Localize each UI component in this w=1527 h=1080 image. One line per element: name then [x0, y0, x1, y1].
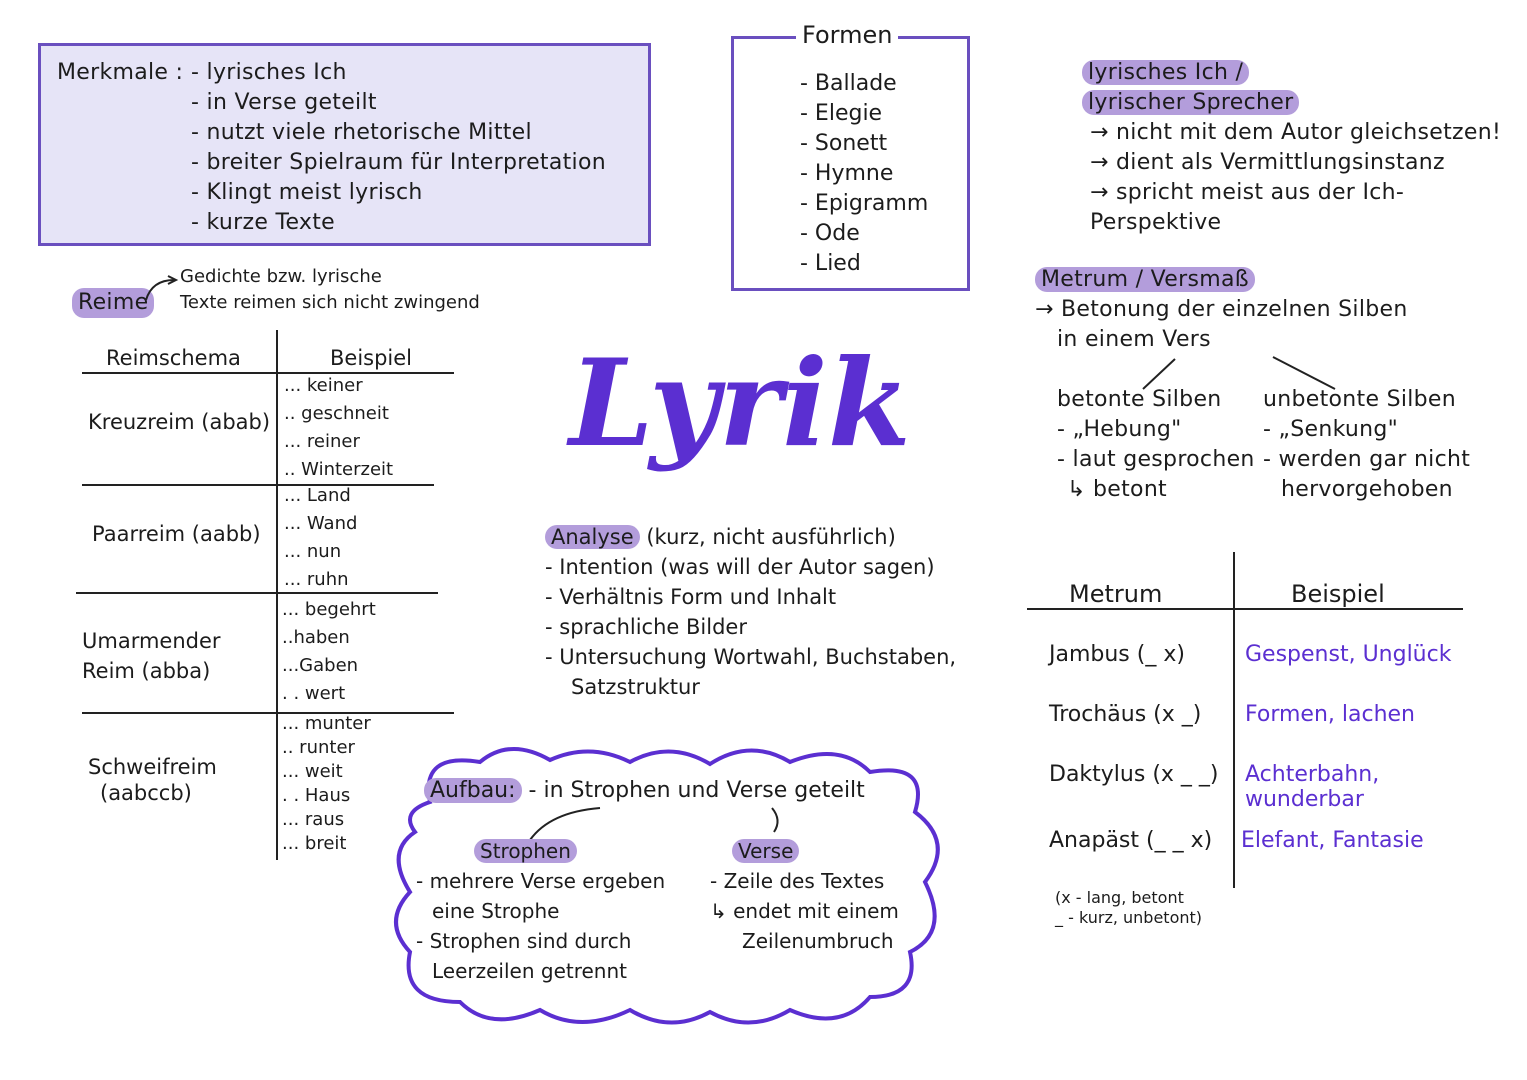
reim-example: .. runter: [282, 737, 355, 758]
unbetont-point: - werden gar nicht: [1263, 447, 1471, 472]
legend-line: (x - lang, betont: [1055, 888, 1184, 907]
metrum-heading: Metrum / Versmaß: [1035, 267, 1255, 292]
analyse-heading: Analyse: [545, 525, 640, 549]
column-header: Beispiel: [330, 346, 413, 370]
analyse-note: (kurz, nicht ausführlich): [646, 525, 896, 549]
reim-example: .. geschneit: [284, 403, 389, 424]
betont-point: - „Hebung": [1057, 417, 1182, 442]
list-item: - Hymne: [800, 161, 894, 186]
metrum-definition-cont: in einem Vers: [1057, 327, 1211, 352]
table-rule: [1027, 608, 1463, 610]
formen-list: [800, 71, 928, 281]
aufbau-text: - in Strophen und Verse geteilt: [528, 778, 865, 803]
metrum-example: Achterbahn, wunderbar: [1245, 762, 1380, 812]
reim-name: [82, 626, 221, 686]
list-item: - Verhältnis Form und Inhalt: [545, 585, 837, 609]
reim-name: [88, 754, 217, 806]
list-item: - nutzt viele rhetorische Mittel: [191, 120, 532, 145]
reime-section: [72, 262, 532, 322]
verse-heading: Verse: [732, 839, 799, 863]
lyrisches-ich-point: → nicht mit dem Autor gleichsetzen!: [1090, 120, 1502, 145]
table-row: [284, 482, 357, 594]
table-row: [1025, 642, 1495, 682]
reime-note-line: Gedichte bzw. lyrische: [180, 266, 382, 287]
strophen-point: - mehrere Verse ergeben: [416, 869, 666, 893]
reim-example: ... reiner: [284, 431, 360, 452]
metrum-section: [1035, 265, 1505, 502]
reim-name-line: (aabccb): [100, 781, 192, 805]
analyse-section: [545, 522, 975, 702]
table-rule: [76, 592, 438, 594]
merkmale-box: [38, 43, 651, 246]
reime-note-line: Texte reimen sich nicht zwingend: [180, 292, 480, 313]
unbetont-point: hervorgehoben: [1281, 477, 1453, 502]
reim-example: ... raus: [282, 809, 345, 830]
reim-name-line: Reim (abba): [82, 659, 211, 683]
table-row: [284, 372, 393, 484]
strophen-point: - Strophen sind durch: [416, 929, 632, 953]
column-header: Beispiel: [1291, 580, 1385, 608]
strophen-point: eine Strophe: [432, 899, 560, 923]
reim-example: ..haben: [282, 627, 350, 648]
verse-point: - Zeile des Textes: [710, 869, 885, 893]
aufbau-header: [424, 776, 865, 806]
list-item: - Intention (was will der Autor sagen): [545, 555, 935, 579]
reim-name: Paarreim (aabb): [92, 522, 261, 546]
table-row: [1025, 828, 1495, 868]
aufbau-heading: Aufbau:: [424, 778, 522, 803]
unbetont-title: unbetonte Silben: [1263, 387, 1457, 412]
list-item: - Elegie: [800, 101, 883, 126]
reim-example: ... ruhn: [284, 569, 349, 590]
verse-point: Zeilenumbruch: [742, 929, 894, 953]
reim-name: Kreuzreim (abab): [88, 410, 271, 434]
formen-title: Formen: [796, 21, 898, 49]
list-item: - Lied: [800, 251, 861, 276]
metrum-name: Anapäst (_ _ x): [1049, 828, 1213, 853]
column-header: Metrum: [1069, 580, 1163, 608]
strophen-heading: Strophen: [474, 839, 577, 863]
table-row: [1025, 762, 1495, 812]
list-item: - Klingt meist lyrisch: [191, 180, 423, 205]
analyse-list: [545, 552, 975, 702]
unbetont-point: - „Senkung": [1263, 417, 1399, 442]
reim-name-line: Schweifreim: [88, 755, 217, 779]
reim-example: ... weit: [282, 761, 343, 782]
metrum-example: Gespenst, Unglück: [1245, 642, 1452, 667]
aufbau-cloud: [390, 742, 950, 1032]
page-title: [569, 305, 911, 515]
reime-note: [180, 264, 480, 316]
merkmale-list: [191, 58, 606, 238]
list-item: - Epigramm: [800, 191, 929, 216]
strophen-point: Leerzeilen getrennt: [432, 959, 627, 983]
table-row: [282, 596, 376, 708]
metrum-legend: [1055, 888, 1202, 928]
reime-label: Reime: [72, 288, 154, 318]
lyrisches-ich-heading: lyrisches Ich /: [1082, 60, 1249, 85]
betont-point: ↳ betont: [1067, 477, 1167, 502]
table-rule: [82, 712, 454, 714]
reim-example: . . Haus: [282, 785, 351, 806]
table-rule: [82, 484, 434, 486]
metrum-name: Daktylus (x _ _): [1049, 762, 1219, 787]
reim-example: . . wert: [282, 683, 346, 704]
list-item: - breiter Spielraum für Interpretation: [191, 150, 606, 175]
table-rule: [82, 372, 454, 374]
metrum-definition: → Betonung der einzelnen Silben: [1035, 297, 1408, 322]
legend-line: _ - kurz, unbetont): [1055, 908, 1203, 927]
betont-column: [1057, 385, 1277, 505]
formen-box: [731, 21, 970, 291]
reim-example: ... munter: [282, 713, 371, 734]
table-row: [1025, 702, 1495, 742]
arrow-icon: [142, 274, 182, 304]
lyrisches-ich-point: → spricht meist aus der Ich-Perspektive: [1090, 180, 1405, 235]
list-item: - lyrisches Ich: [191, 60, 347, 85]
metrum-name: Trochäus (x _): [1049, 702, 1202, 727]
verse-point: ↳ endet mit einem: [710, 899, 899, 923]
list-item: - Ode: [800, 221, 860, 246]
list-item: - kurze Texte: [191, 210, 335, 235]
metrum-table: [1025, 550, 1495, 950]
reim-example: ... Land: [284, 485, 351, 506]
reim-example: ... begehrt: [282, 599, 376, 620]
reim-example: ... Wand: [284, 513, 358, 534]
reim-example: ...Gaben: [282, 655, 359, 676]
merkmale-label: Merkmale :: [57, 60, 184, 85]
metrum-example: Formen, lachen: [1245, 702, 1415, 727]
list-item: Satzstruktur: [571, 675, 700, 699]
list-item: - Untersuchung Wortwahl, Buchstaben,: [545, 645, 957, 669]
list-item: - sprachliche Bilder: [545, 615, 747, 639]
list-item: - Sonett: [800, 131, 888, 156]
reim-example: ... nun: [284, 541, 342, 562]
reim-example: ... breit: [282, 833, 347, 854]
lyrischer-sprecher-heading: lyrischer Sprecher: [1082, 90, 1299, 115]
column-header: Reimschema: [106, 346, 241, 370]
verse-column: [710, 836, 940, 956]
reim-example: .. Winterzeit: [284, 459, 394, 480]
table-divider: [276, 330, 278, 860]
betont-point: - laut gesprochen: [1057, 447, 1255, 472]
lyrisches-ich-point: → dient als Vermittlungsinstanz: [1090, 150, 1445, 175]
betont-title: betonte Silben: [1057, 387, 1222, 412]
list-item: - in Verse geteilt: [191, 90, 377, 115]
metrum-name: Jambus (_ x): [1049, 642, 1185, 667]
strophen-column: [416, 836, 686, 986]
unbetont-column: [1263, 385, 1503, 505]
reim-example: ... keiner: [284, 375, 363, 396]
table-row: [282, 712, 371, 856]
list-item: - Ballade: [800, 71, 897, 96]
page-title-text: Lyrik: [569, 333, 911, 474]
reim-name-line: Umarmender: [82, 629, 221, 653]
lyrisches-ich-section: [1082, 58, 1512, 235]
metrum-example: Elefant, Fantasie: [1241, 828, 1424, 853]
